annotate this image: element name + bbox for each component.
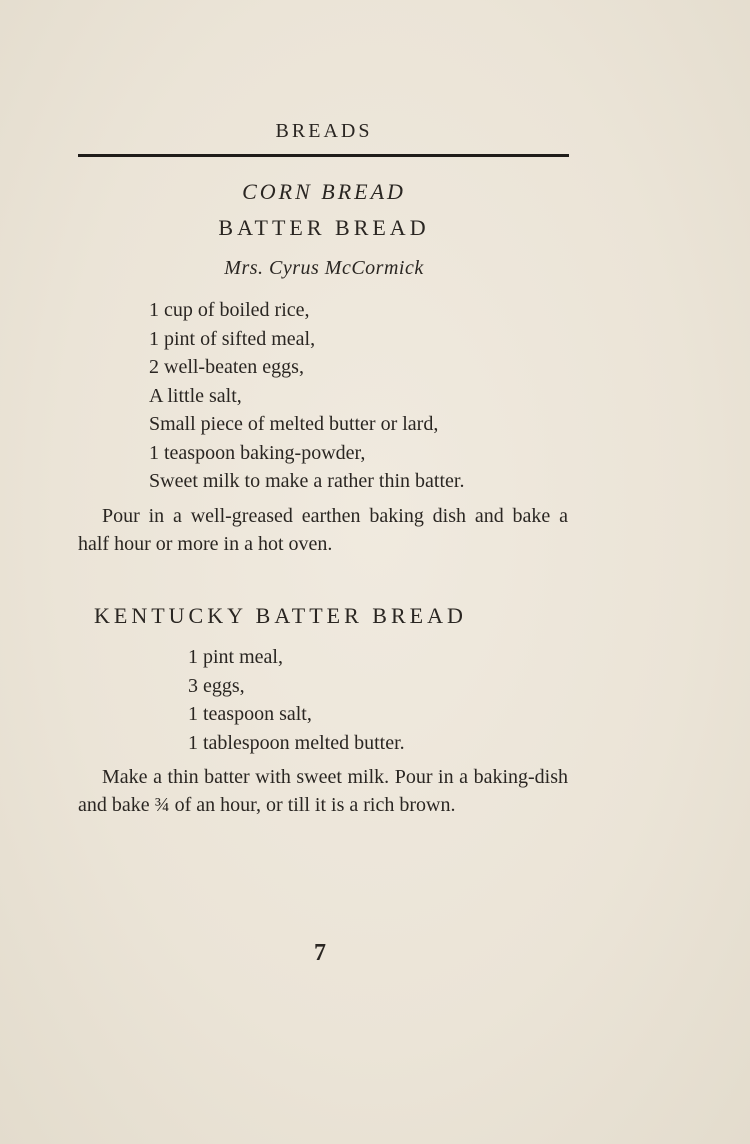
- recipe-author: Mrs. Cyrus McCormick: [224, 257, 424, 279]
- ingredient-item: 1 pint of sifted meal,: [149, 327, 316, 350]
- ingredient-item: 1 teaspoon baking-powder,: [149, 441, 366, 464]
- ingredient-item: Sweet milk to make a rather thin batter.: [149, 470, 465, 492]
- ingredient-item: 3 eggs,: [188, 674, 245, 697]
- ingredient-item: 1 pint meal,: [188, 646, 283, 668]
- recipe-title-kentucky-batter-bread: KENTUCKY BATTER BREAD: [94, 603, 467, 628]
- ingredient-item: 1 tablespoon melted butter.: [188, 731, 405, 754]
- ingredient-item: 2 well-beaten eggs,: [149, 356, 304, 378]
- running-head: BREADS: [275, 120, 373, 142]
- header-rule: [78, 154, 569, 157]
- page-number: 7: [314, 940, 326, 966]
- ingredient-item: Small piece of melted butter or lard,: [149, 413, 439, 435]
- recipe-title-batter-bread: BATTER BREAD: [218, 215, 430, 240]
- directions-batter-bread: Pour in a well-greased earthen baking dish and bake a half hour or more in a hot oven.: [78, 505, 568, 555]
- ingredient-item: A little salt,: [149, 384, 242, 407]
- ingredient-item: 1 cup of boiled rice,: [149, 299, 310, 321]
- ingredient-list-batter-bread: [149, 296, 464, 496]
- section-title-corn-bread: CORN BREAD: [242, 179, 406, 204]
- directions-kentucky: Make a thin batter with sweet milk. Pour in a baking-dish and bake ¾ of an hour, or till it is a rich brown.: [78, 766, 568, 816]
- ingredient-list-kentucky: [188, 643, 405, 757]
- ingredient-item: 1 teaspoon salt,: [188, 703, 312, 725]
